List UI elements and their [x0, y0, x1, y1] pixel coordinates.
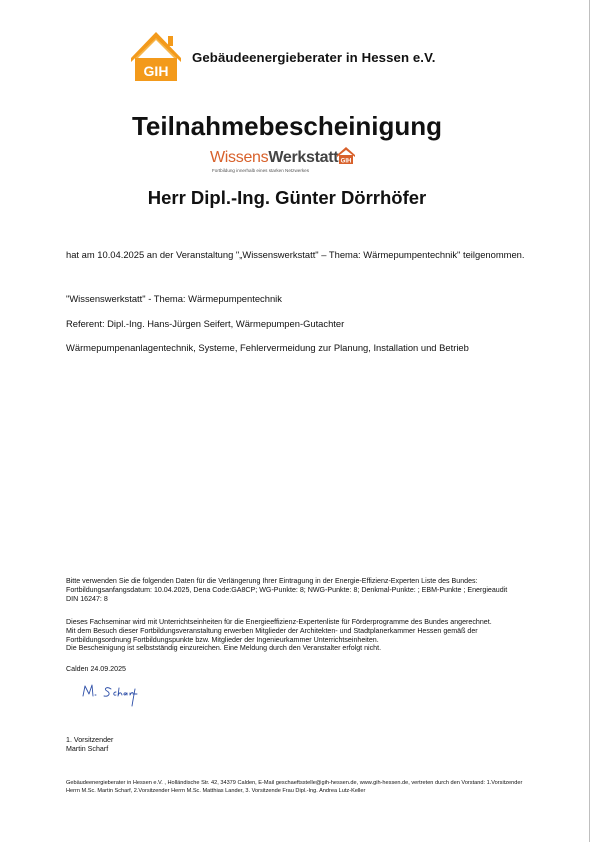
- event-title: "Wissenswerkstatt" - Thema: Wärmepumpentechnik: [66, 293, 282, 304]
- seminar-info-line: Mit dem Besuch dieser Fortbildungsveranstaltung erwerben Mitglieder der Architekten- und Stadtplanerkammer Hessen gemäß der: [66, 626, 478, 635]
- signature: [80, 680, 140, 710]
- signer-name: Martin Scharf: [66, 745, 109, 753]
- ww-logo-badge-icon: [336, 145, 356, 165]
- seminar-info-line: Fortbildungsordnung Fortbildungspunkte bzw. Mitglieder der Ingenieurkammer Unterrichtseinheiten.: [66, 635, 379, 644]
- footer-line: Herrn M.Sc. Martin Scharf, 2.Vorsitzender Herrn M.Sc. Matthias Lander, 3. Vorsitzende Frau Dipl.-Ing. Andrea Lutz-Keller: [66, 788, 366, 794]
- renewal-data-block: [66, 577, 546, 603]
- speaker-line: Referent: Dipl.-Ing. Hans-Jürgen Seifert, Wärmepumpen-Gutachter: [66, 318, 345, 329]
- recipient-name: Herr Dipl.-Ing. Günter Dörrhöfer: [147, 187, 427, 208]
- ww-logo-tagline: Fortbildung innerhalb eines starken Netzwerkes: [212, 168, 310, 173]
- page-title: Teilnahmebescheinigung: [131, 111, 443, 141]
- ww-logo-part2: Werkstatt: [268, 149, 339, 166]
- ww-logo-part1: Wissens: [210, 149, 269, 166]
- gih-logo: [128, 28, 184, 84]
- organization-name: Gebäudeenergieberater in Hessen e.V.: [192, 50, 436, 65]
- renewal-data-line: DIN 16247: 8: [66, 594, 108, 603]
- place-date: Calden 24.09.2025: [66, 665, 126, 673]
- page-edge-divider: [589, 0, 590, 842]
- renewal-data-line: Fortbildungsanfangsdatum: 10.04.2025, Dena Code:GA8CP; WG-Punkte: 8; NWG-Punkte: 8; Denkmal-Punkte: ; EBM-Punkte ; Energieaudit: [66, 585, 508, 594]
- seminar-info-line: Die Bescheinigung ist selbstständig einzureichen. Eine Meldung durch den Veranstalter erfolgt nicht.: [66, 644, 382, 653]
- logo-chimney: [168, 36, 173, 46]
- ww-logo-wordmark: [210, 149, 338, 167]
- signer-role: 1. Vorsitzender: [66, 736, 114, 744]
- wissenswerkstatt-logo: [208, 145, 358, 179]
- ww-logo-badge-text: GIH: [340, 158, 352, 165]
- logo-text: GIH: [143, 63, 169, 79]
- topic-line: Wärmepumpenanlagentechnik, Systeme, Fehlervermeidung zur Planung, Installation und Betrieb: [66, 342, 469, 353]
- renewal-data-line: Bitte verwenden Sie die folgenden Daten für die Verlängerung Ihrer Eintragung in der Energie-Effizienz-Experten Liste des Bundes:: [66, 577, 478, 585]
- seminar-info-line: Dieses Fachseminar wird mit Unterrichtseinheiten für die Energieeffizienz-Expertenliste für Förderprogramme des Bundes angerechnet.: [66, 618, 492, 626]
- seminar-info-block: [66, 618, 546, 653]
- footer: [66, 779, 566, 795]
- footer-line: Gebäudeenergieberater in Hessen e.V. , Holländische Str. 42, 34379 Calden, E-Mail geschaeftsstelle@gih-hessen.de, www.gih-hessen.de, vertreten durch den Vorstand: 1.Vorsitzender: [66, 780, 523, 786]
- attendance-statement: hat am 10.04.2025 an der Veranstaltung "„Wissenswerkstatt" – Thema: Wärmepumpentechnik" teilgenommen.: [66, 249, 525, 260]
